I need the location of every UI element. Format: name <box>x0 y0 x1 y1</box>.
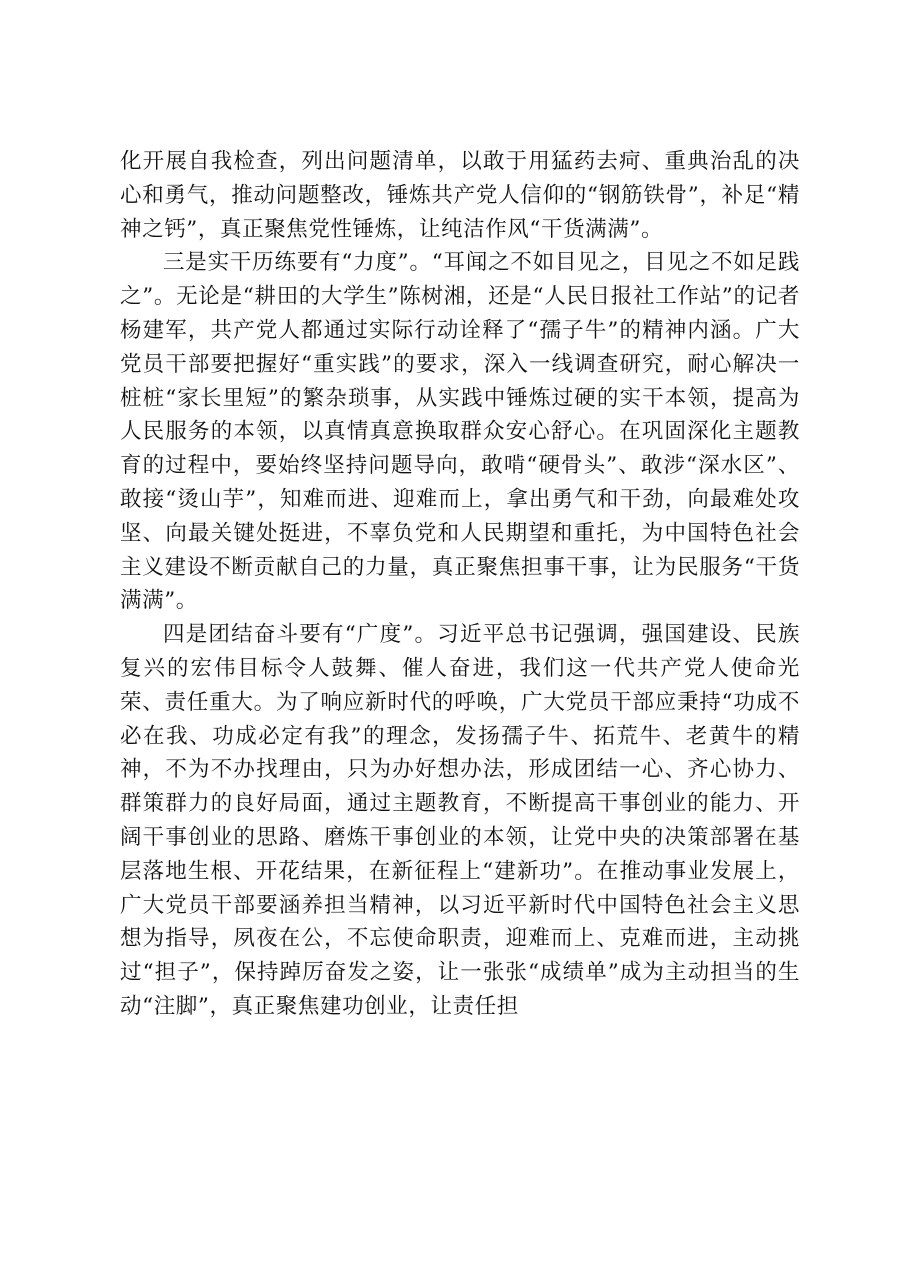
paragraph-practical-training: 三是实干历练要有“力度”。“耳闻之不如目见之，目见之不如足践之”。无论是“耕田的大学生”陈树湘，还是“人民日报社工作站”的记者杨建军，共产党人都通过实际行动诠释了“孺子牛”的精神内涵。广大党员干部要把握好“重实践”的要求，深入一线调查研究，耐心解决一桩桩“家长里短”的繁杂琐事，从实践中锤炼过硬的实干本领，提高为人民服务的本领，以真情真意换取群众安心舒心。在巩固深化主题教育的过程中，要始终坚持问题导向，敢啃“硬骨头”、敢涉“深水区”、敢接“烫山芋”，知难而进、迎难而上，拿出勇气和干劲，向最难处攻坚、向最关键处挺进，不辜负党和人民期望和重托，为中国特色社会主义建设不断贡献自己的力量，真正聚焦担事干事，让为民服务“干货满满”。 <box>120 250 800 614</box>
paragraph-continuation: 化开展自我检查，列出问题清单，以敢于用猛药去疴、重典治乱的决心和勇气，推动问题整改，锤炼共产党人信仰的“钢筋铁骨”，补足“精神之钙”，真正聚焦党性锤炼，让纯洁作风“干货满满”。 <box>120 149 800 242</box>
document-body <box>120 145 800 1024</box>
paragraph-unity-struggle: 四是团结奋斗要有“广度”。习近平总书记强调，强国建设、民族复兴的宏伟目标令人鼓舞、催人奋进，我们这一代共产党人使命光荣、责任重大。为了响应新时代的呼唤，广大党员干部应秉持“功成不必在我、功成必定有我”的理念，发扬孺子牛、拓荒牛、老黄牛的精神，不为不办找理由，只为办好想办法，形成团结一心、齐心协力、群策群力的良好局面，通过主题教育，不断提高干事创业的能力、开阔干事创业的思路、磨炼干事创业的本领，让党中央的决策部署在基层落地生根、开花结果，在新征程上“建新功”。在推动事业发展上，广大党员干部要涵养担当精神，以习近平新时代中国特色社会主义思想为指导，夙夜在公，不忘使命职责，迎难而上、克难而进，主动挑过“担子”，保持踔厉奋发之姿，让一张张“成绩单”成为主动担当的生动“注脚”，真正聚焦建功创业，让责任担 <box>120 622 800 1019</box>
